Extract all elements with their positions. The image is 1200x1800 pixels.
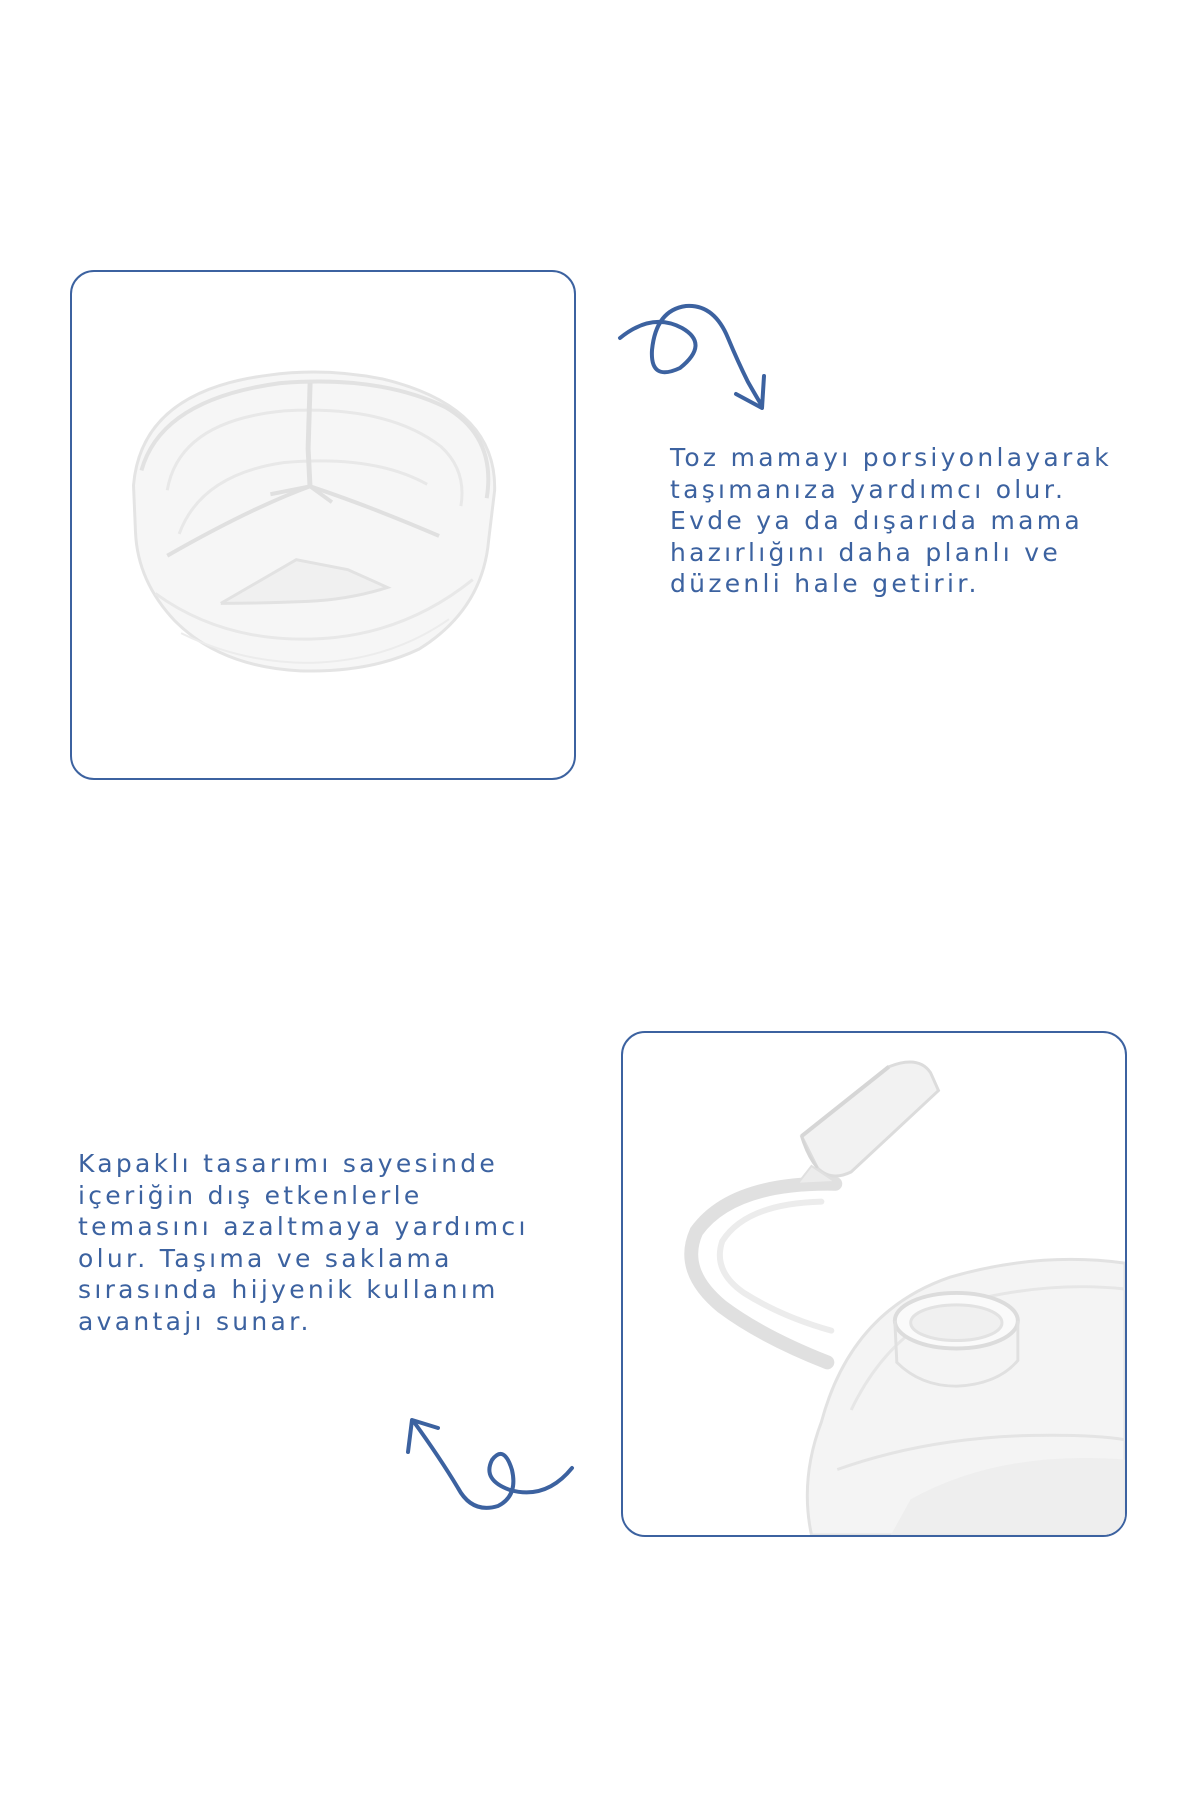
product-image-frame-bottom	[621, 1031, 1127, 1537]
caption-line: olur. Taşıma ve saklama	[78, 1243, 453, 1273]
caption-line: Evde ya da dışarıda mama	[670, 506, 1084, 535]
caption-line: hazırlığını daha planlı ve	[670, 537, 1062, 567]
curly-arrow-up-left-icon	[400, 1400, 580, 1530]
caption-line: avantajı sunar.	[78, 1306, 312, 1336]
caption-line: taşımanıza yardımcı olur.	[670, 474, 1067, 504]
curly-arrow-down-right-icon	[590, 290, 800, 420]
lidded-container-spout-icon	[623, 1033, 1125, 1535]
caption-bottom	[78, 1148, 529, 1337]
caption-line: Toz mamayı porsiyonlayarak	[670, 443, 1113, 472]
caption-line: sırasında hijyenik kullanım	[78, 1275, 499, 1304]
caption-top	[670, 442, 1112, 600]
caption-line: içeriğin dış etkenlerle	[78, 1180, 423, 1210]
caption-line: düzenli hale getirir.	[670, 569, 980, 598]
product-image-frame-top	[70, 270, 576, 780]
caption-line: Kapaklı tasarımı sayesinde	[78, 1149, 499, 1178]
divided-formula-container-icon	[72, 272, 574, 778]
caption-line: temasını azaltmaya yardımcı	[78, 1212, 529, 1241]
